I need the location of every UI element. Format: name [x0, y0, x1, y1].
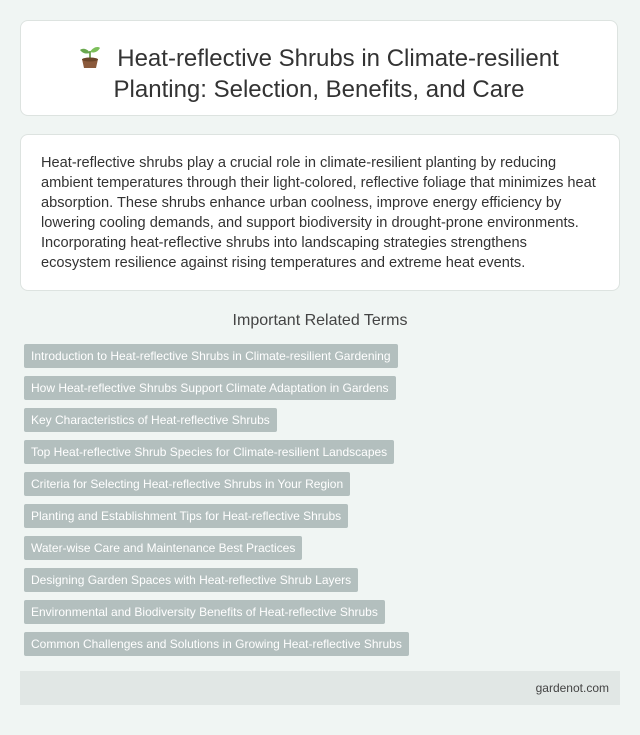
footer	[20, 671, 620, 705]
seedling-icon	[79, 45, 101, 69]
related-term-link[interactable]: Key Characteristics of Heat-reflective Shrubs	[24, 408, 277, 432]
related-terms-list	[24, 344, 409, 664]
intro-paragraph: Heat-reflective shrubs play a crucial role in climate-resilient planting by reducing ambient temperatures through their light-colored, reflective foliage that minimizes heat absorption. These shrubs enhance urban coolness, improve energy efficiency by lowering cooling demands, and support biodiversity in drought-prone environments. Incorporating heat-reflective shrubs into landscaping strategies strengthens ecosystem resilience against rising temperatures and extreme heat events.	[41, 155, 596, 271]
page-title	[21, 43, 617, 105]
related-terms-heading: Important Related Terms	[232, 312, 408, 329]
title-card	[20, 20, 618, 116]
footer-site-link[interactable]: gardenot.com	[535, 681, 609, 695]
related-term-link[interactable]: Top Heat-reflective Shrub Species for Climate-resilient Landscapes	[24, 440, 394, 464]
page-title-text: Heat-reflective Shrubs in Climate-resilient Planting: Selection, Benefits, and Care	[113, 45, 559, 103]
related-term-link[interactable]: Introduction to Heat-reflective Shrubs in Climate-resilient Gardening	[24, 344, 398, 368]
related-term-link[interactable]: Criteria for Selecting Heat-reflective Shrubs in Your Region	[24, 472, 350, 496]
intro-card	[20, 134, 620, 291]
related-term-link[interactable]: Designing Garden Spaces with Heat-reflective Shrub Layers	[24, 568, 358, 592]
related-term-link[interactable]: Environmental and Biodiversity Benefits of Heat-reflective Shrubs	[24, 600, 385, 624]
related-term-link[interactable]: Common Challenges and Solutions in Growing Heat-reflective Shrubs	[24, 632, 409, 656]
related-term-link[interactable]: Water-wise Care and Maintenance Best Practices	[24, 536, 302, 560]
related-term-link[interactable]: Planting and Establishment Tips for Heat-reflective Shrubs	[24, 504, 348, 528]
related-term-link[interactable]: How Heat-reflective Shrubs Support Climate Adaptation in Gardens	[24, 376, 396, 400]
